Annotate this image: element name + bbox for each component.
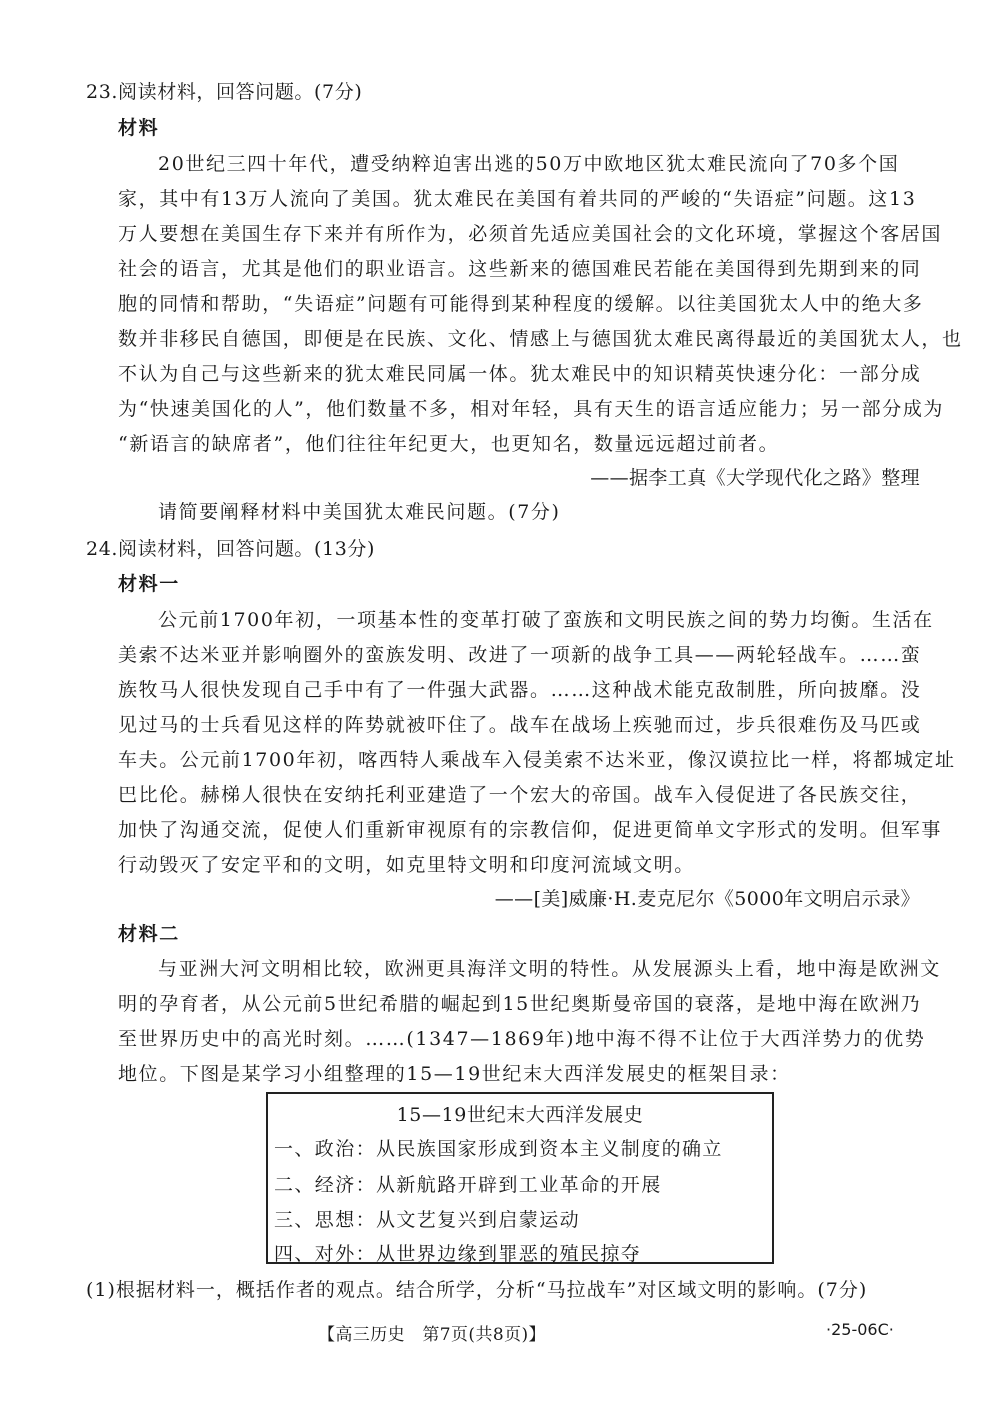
q24-m1-line: 行动毁灭了安定平和的文明，如克里特文明和印度河流域文明。: [118, 854, 695, 876]
outline-title: 15—19世纪末大西洋发展史: [396, 1104, 644, 1126]
q23-text-line: 不认为自己与这些新来的犹太难民同属一体。犹太难民中的知识精英快速分化：一部分成: [118, 363, 922, 385]
q23-text-line: 胞的同情和帮助，“失语症”问题有可能得到某种程度的缓解。以往美国犹太人中的绝大多: [118, 293, 924, 315]
outline-box: [266, 1092, 774, 1264]
q24-m1-line: 加快了沟通交流，促使人们重新审视原有的宗教信仰，促进更简单文字形式的发明。但军事: [118, 819, 943, 841]
page-footer: 【高三历史 第7页(共8页)】: [318, 1325, 546, 1345]
q23-text-line: 家，其中有13万人流向了美国。犹太难民在美国有着共同的严峻的“失语症”问题。这13: [118, 188, 917, 210]
q24-m1-line: 见过马的士兵看见这样的阵势就被吓住了。战车在战场上疾驰而过，步兵很难伤及马匹或: [118, 714, 922, 736]
q24-title: 24.阅读材料，回答问题。(13分): [86, 538, 376, 560]
q23-text-line: 数并非移民自德国，即便是在民族、文化、情感上与德国犹太难民离得最近的美国犹太人，也: [118, 328, 963, 350]
outline-item: 二、经济：从新航路开辟到工业革命的开展: [274, 1174, 662, 1196]
q24-m2-line: 明的孕育者，从公元前5世纪希腊的崛起到15世纪奥斯曼帝国的衰落，是地中海在欧洲乃: [118, 993, 922, 1015]
q23-text-line: 万人要想在美国生存下来并有所作为，必须首先适应美国社会的文化环境，掌握这个客居国: [118, 223, 943, 245]
q23-text-line: 社会的语言，尤其是他们的职业语言。这些新来的德国难民若能在美国得到先期到来的同: [118, 258, 922, 280]
q23-source: ——据李工真《大学现代化之路》整理: [590, 467, 920, 489]
q24-subquestion-1: (1)根据材料一，概括作者的观点。结合所学，分析“马拉战车”对区域文明的影响。(7分): [86, 1279, 868, 1301]
q23-question: 请简要阐释材料中美国犹太难民问题。(7分): [158, 501, 561, 523]
outline-item: 一、政治：从民族国家形成到资本主义制度的确立: [274, 1138, 723, 1160]
q23-material-label: 材料: [118, 117, 160, 139]
q23-title: 23.阅读材料，回答问题。(7分): [86, 81, 363, 103]
outline-item: 四、对外：从世界边缘到罪恶的殖民掠夺: [274, 1243, 642, 1265]
q24-m1-line: 车夫。公元前1700年初，喀西特人乘战车入侵美索不达米亚，像汉谟拉比一样，将都城定址: [118, 749, 956, 771]
q24-m1-line: 美索不达米亚并影响圈外的蛮族发明、改进了一项新的战争工具——两轮轻战车。……蛮: [118, 644, 922, 666]
q23-text-line: 为“快速美国化的人”，他们数量不多，相对年轻，具有天生的语言适应能力；另一部分成为: [118, 398, 945, 420]
q23-text-line: 20世纪三四十年代，遭受纳粹迫害出逃的50万中欧地区犹太难民流向了70多个国: [158, 153, 900, 175]
q23-text-line: “新语言的缺席者”，他们往往年纪更大，也更知名，数量远远超过前者。: [118, 433, 780, 455]
paper-code: ·25-06C·: [826, 1320, 894, 1339]
q24-material2-label: 材料二: [118, 923, 180, 945]
outline-item: 三、思想：从文艺复兴到启蒙运动: [274, 1209, 581, 1231]
q24-m2-line: 至世界历史中的高光时刻。……(1347—1869年)地中海不得不让位于大西洋势力的优势: [118, 1028, 926, 1050]
q24-m1-source: ——[美]威廉·H.麦克尼尔《5000年文明启示录》: [494, 888, 920, 910]
q24-m2-line: 与亚洲大河文明相比较，欧洲更具海洋文明的特性。从发展源头上看，地中海是欧洲文: [158, 958, 941, 980]
q24-m1-line: 巴比伦。赫梯人很快在安纳托利亚建造了一个宏大的帝国。战车入侵促进了各民族交往，: [118, 784, 922, 806]
q24-material1-label: 材料一: [118, 573, 180, 595]
q24-m1-line: 族牧马人很快发现自己手中有了一件强大武器。……这种战术能克敌制胜，所向披靡。没: [118, 679, 922, 701]
q24-m1-line: 公元前1700年初，一项基本性的变革打破了蛮族和文明民族之间的势力均衡。生活在: [158, 609, 934, 631]
q24-m2-line: 地位。下图是某学习小组整理的15—19世纪末大西洋发展史的框架目录：: [118, 1063, 791, 1085]
